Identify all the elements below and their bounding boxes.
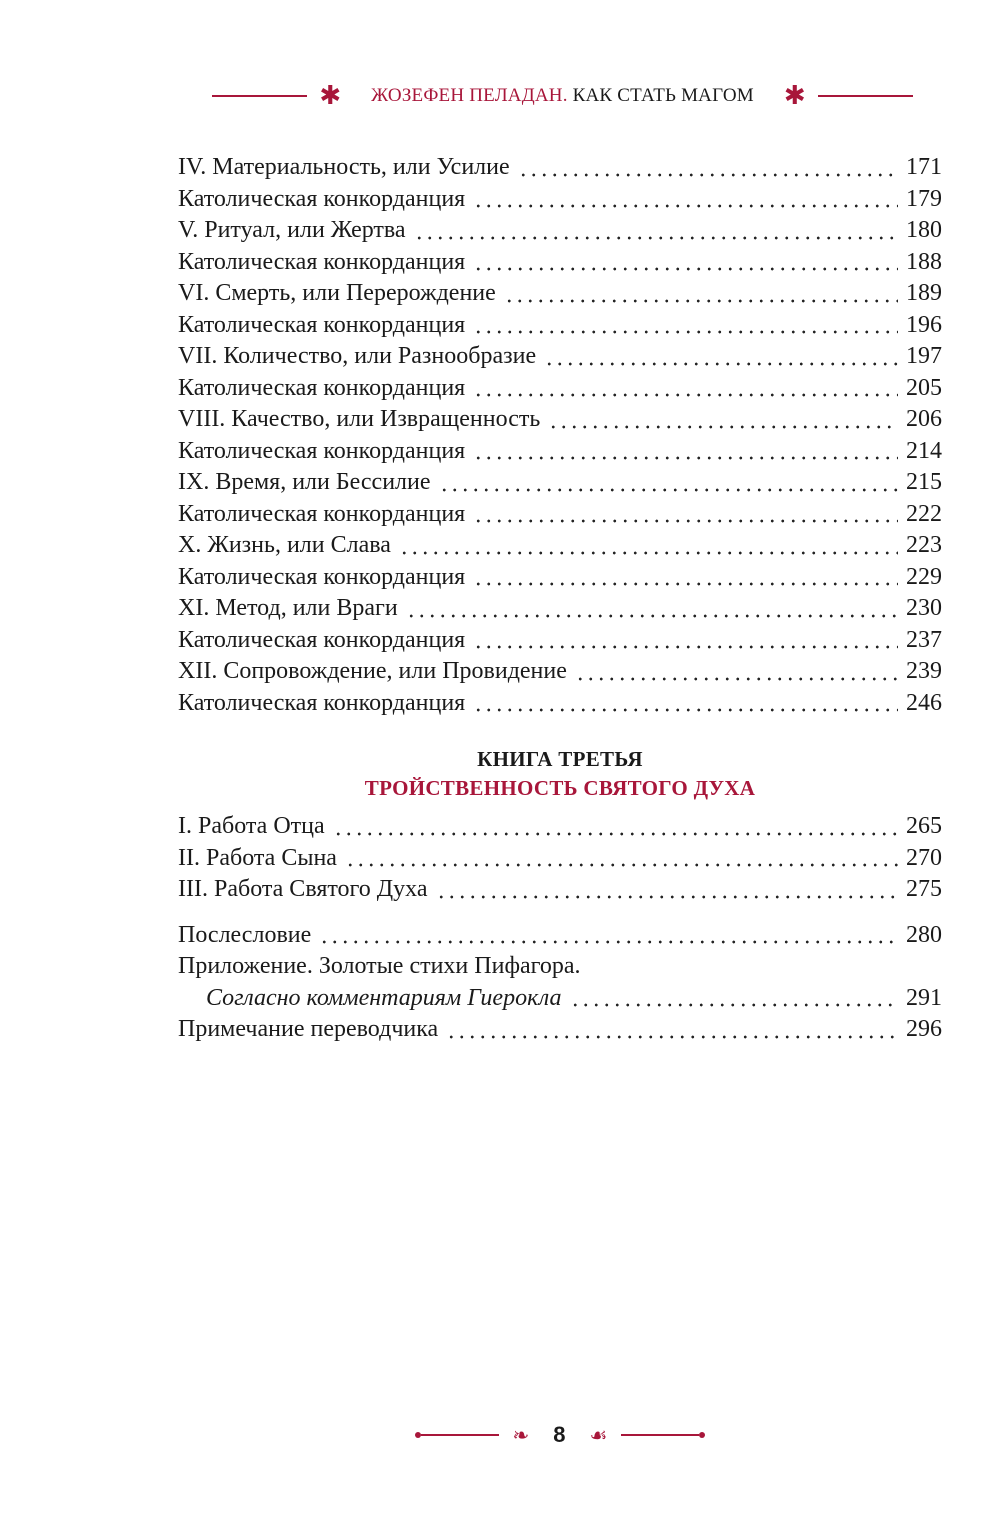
entry-title: Католическая конкорданция bbox=[178, 311, 466, 338]
entry-title: Католическая конкорданция bbox=[178, 626, 466, 653]
entry-title: IX. Время, или Бессилие bbox=[178, 469, 431, 495]
toc-entry bbox=[178, 874, 942, 906]
leader-dots bbox=[473, 582, 898, 586]
entry-page: 291 bbox=[906, 984, 942, 1011]
leader-dots bbox=[473, 519, 898, 523]
entry-title: V. Ритуал, или Жертва bbox=[178, 217, 406, 243]
leader-dots bbox=[319, 940, 898, 944]
entry-page: 180 bbox=[906, 217, 942, 243]
entry-page: 171 bbox=[906, 154, 942, 180]
entry-title: Католическая конкорданция bbox=[178, 374, 466, 401]
entry-title: Католическая конкорданция bbox=[178, 437, 466, 464]
table-of-contents bbox=[178, 152, 942, 1046]
header-rule-right bbox=[818, 95, 913, 97]
toc-entry bbox=[178, 436, 942, 468]
entry-title: Приложение. Золотые стихи Пифагора. bbox=[178, 953, 581, 979]
toc-entry bbox=[178, 920, 942, 952]
entry-page: 206 bbox=[906, 406, 942, 432]
entry-title: Католическая конкорданция bbox=[178, 248, 466, 275]
book-title: ТРОЙСТВЕННОСТЬ СВЯТОГО ДУХА bbox=[364, 776, 756, 800]
entry-title: VI. Смерть, или Перерождение bbox=[178, 280, 496, 306]
entry-page: 188 bbox=[906, 248, 942, 275]
leader-dots bbox=[473, 456, 898, 460]
star-ornament-icon: ✱ bbox=[319, 81, 342, 110]
flourish-ornament-icon: ☙ bbox=[589, 1424, 608, 1447]
entry-title: Католическая конкорданция bbox=[178, 500, 466, 527]
toc-entry bbox=[178, 983, 942, 1015]
book-label: КНИГА ТРЕТЬЯ bbox=[477, 747, 643, 771]
toc-entry bbox=[178, 530, 942, 562]
entry-page: 280 bbox=[906, 921, 942, 948]
entry-title: I. Работа Отца bbox=[178, 813, 325, 839]
leader-dots bbox=[544, 362, 898, 366]
entry-page: 215 bbox=[906, 469, 942, 495]
toc-entry bbox=[178, 341, 942, 373]
toc-entry bbox=[178, 562, 942, 594]
page-number: 8 bbox=[553, 1422, 566, 1447]
entry-page: 189 bbox=[906, 280, 942, 306]
header-title bbox=[371, 85, 754, 107]
entry-title: Католическая конкорданция bbox=[178, 689, 466, 716]
footer-rule-left bbox=[421, 1434, 499, 1436]
leader-dots bbox=[473, 393, 898, 397]
toc-entry bbox=[178, 152, 942, 184]
entry-page: 237 bbox=[906, 626, 942, 653]
leader-dots bbox=[406, 614, 898, 618]
leader-dots bbox=[473, 267, 898, 271]
leader-dots bbox=[473, 330, 898, 334]
toc-entry bbox=[178, 247, 942, 279]
entry-page: 229 bbox=[906, 563, 942, 590]
toc-entry bbox=[178, 499, 942, 531]
entry-page: 222 bbox=[906, 500, 942, 527]
entry-title: Послесловие bbox=[178, 921, 312, 948]
entry-page: 275 bbox=[906, 876, 942, 902]
entry-title: VII. Количество, или Разнообразие bbox=[178, 343, 537, 369]
toc-entry bbox=[178, 310, 942, 342]
leader-dots bbox=[575, 677, 898, 681]
entry-page: 296 bbox=[906, 1016, 942, 1042]
entry-subtitle: Согласно комментариям Гиерокла bbox=[206, 984, 562, 1011]
running-header bbox=[195, 80, 930, 112]
toc-entry bbox=[178, 215, 942, 247]
entry-page: 197 bbox=[906, 343, 942, 369]
toc-entry bbox=[178, 184, 942, 216]
entry-page: 265 bbox=[906, 813, 942, 839]
toc-entry bbox=[178, 1014, 942, 1046]
toc-entry bbox=[178, 843, 942, 875]
toc-entry bbox=[178, 811, 942, 843]
leader-dots bbox=[473, 708, 898, 712]
entry-page: 179 bbox=[906, 185, 942, 212]
toc-entry bbox=[178, 467, 942, 499]
leader-dots bbox=[548, 425, 898, 429]
leader-dots bbox=[570, 1003, 898, 1007]
leader-dots bbox=[446, 1035, 898, 1039]
leader-dots bbox=[473, 204, 898, 208]
star-ornament-icon: ✱ bbox=[783, 81, 806, 110]
entry-title: IV. Материальность, или Усилие bbox=[178, 154, 510, 180]
dot-ornament-icon bbox=[699, 1432, 705, 1438]
header-rule-left bbox=[212, 95, 307, 97]
entry-page: 196 bbox=[906, 311, 942, 338]
page-footer bbox=[360, 1420, 760, 1450]
toc-entry bbox=[178, 404, 942, 436]
entry-page: 239 bbox=[906, 658, 942, 684]
leader-dots bbox=[399, 551, 898, 555]
leader-dots bbox=[504, 299, 898, 303]
leader-dots bbox=[345, 863, 898, 867]
leader-dots bbox=[518, 173, 898, 177]
entry-page: 230 bbox=[906, 595, 942, 621]
footer-rule-right bbox=[621, 1434, 699, 1436]
toc-entry bbox=[178, 951, 942, 983]
entry-title: VIII. Качество, или Извращенность bbox=[178, 406, 541, 432]
leader-dots bbox=[436, 895, 899, 899]
entry-title: III. Работа Святого Духа bbox=[178, 876, 428, 902]
entry-title: XII. Сопровождение, или Провидение bbox=[178, 658, 567, 684]
entry-page: 214 bbox=[906, 437, 942, 464]
leader-dots bbox=[333, 832, 898, 836]
toc-entry bbox=[178, 593, 942, 625]
leader-dots bbox=[473, 645, 898, 649]
entry-title: Католическая конкорданция bbox=[178, 185, 466, 212]
entry-page: 246 bbox=[906, 689, 942, 716]
header-author: ЖОЗЕФЕН ПЕЛАДАН. bbox=[371, 85, 568, 106]
leader-dots bbox=[439, 488, 898, 492]
flourish-ornament-icon: ❧ bbox=[512, 1424, 530, 1447]
entry-title: Католическая конкорданция bbox=[178, 563, 466, 590]
toc-entry bbox=[178, 278, 942, 310]
toc-entry bbox=[178, 625, 942, 657]
leader-dots bbox=[414, 236, 898, 240]
entry-title: Примечание переводчика bbox=[178, 1016, 439, 1042]
entry-page: 270 bbox=[906, 844, 942, 871]
entry-page: 223 bbox=[906, 532, 942, 558]
entry-page: 205 bbox=[906, 374, 942, 401]
toc-entry bbox=[178, 373, 942, 405]
entry-title: XI. Метод, или Враги bbox=[178, 595, 398, 621]
toc-entry bbox=[178, 656, 942, 688]
entry-title: X. Жизнь, или Слава bbox=[178, 532, 391, 558]
toc-entry bbox=[178, 688, 942, 720]
entry-title: II. Работа Сына bbox=[178, 844, 337, 871]
header-book-title: КАК СТАТЬ МАГОМ bbox=[572, 85, 754, 106]
